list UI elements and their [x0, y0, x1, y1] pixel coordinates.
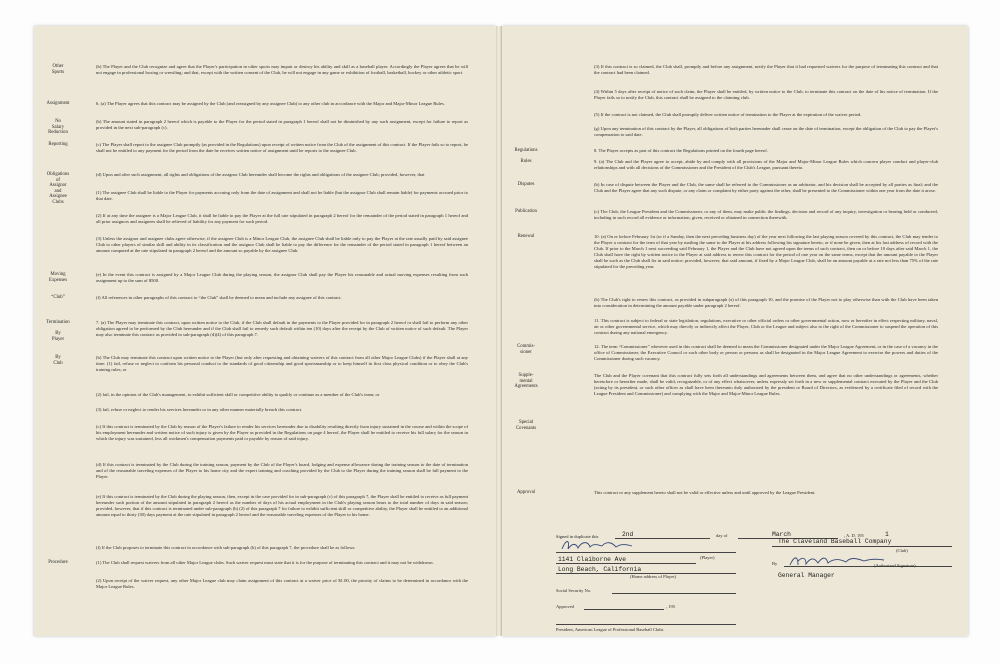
- contract-paragraph: (4) Within 5 days after receipt of notice of such claim, the Player shall be entitled, by written notice to the Club, to terminate this contract on the date of his notice of termination. If the Player fails so to notify the Club, this contract shall be assigned to the claiming club.: [594, 89, 938, 100]
- margin-label: Regulations Rules: [514, 148, 538, 165]
- signatory-title[interactable]: General Manager: [778, 572, 835, 579]
- contract-paragraph: The Club and the Player covenant that this contract fully sets forth all understandings and agreements between them, and agree that no other understandings or agreements, whether heretofore or hereafter made, shall be valid, recognizable, or of any effect whatsoever, unless expressly set forth in a new or supplemental contract executed by the Player and the Club (acting by its president, or such other officer as shall have been thereunto duly authorized by the president or Board of Directors, as evidenced by a certificate filed of record with the League President and Commissioner) and complying with the Major and Major-Minor League Rules.: [594, 373, 938, 396]
- contract-paragraph: (1) The assignee Club shall be liable to the Player for payments accruing only from the date of assignment and shall not be liable (but the assignor Club shall remain liable) for payments accrued prior to that date.: [96, 190, 468, 201]
- contract-paragraph: This contract or any supplement hereto shall not be valid or effective unless and until approved by the League President.: [594, 490, 816, 495]
- contract-paragraph: (b) The Player and the Club recognize and agree that the Player's participation in other sports may impair or destroy his ability and skill as a baseball player. Accordingly the Player agrees that he will not engage in professional boxing or wrestling; and that, except with the written consent of the Club, he will not engage in any game or exhibition of football, basketball, hockey or other athletic sport.: [96, 64, 468, 75]
- margin-label: Procedure: [48, 560, 68, 565]
- margin-label: No Salary Reduction: [48, 119, 68, 136]
- margin-label: Commis- sioner: [517, 344, 535, 355]
- contract-paragraph: (d) If this contract is terminated by the Club during the training season, payment by the Club of the Player's board, lodging and expense allowance during the training season to the date of termination and of the reasonable traveling expenses of the Player to his home city and the expert training and coaching provided by the Club to the Player during the training season shall be full payment to the Player.: [96, 462, 468, 479]
- player-caption: (Player): [700, 555, 715, 560]
- month-value[interactable]: March: [772, 531, 791, 538]
- club-caption: (Club): [896, 548, 908, 553]
- margin-label: Approval: [516, 490, 536, 495]
- address-line-2[interactable]: Long Beach, California: [558, 566, 642, 573]
- left-page: [34, 26, 496, 636]
- approved-year: , 195: [666, 604, 675, 609]
- contract-paragraph: (3) Unless the assignor and assignee clubs agree otherwise, if the assignee Club is a Minor League Club, the assignee Club shall be liable only to pay the Player at the rate usually paid by said assignee Club to other players of similar skill and ability in its classification and the assignor Club shall be liable to pay the difference for the remainder of the period stated in paragraph 1 hereof between an amount computed at the rate stipulated in paragraph 2 hereof and the amount so payable by the assignee Club.: [96, 236, 468, 253]
- margin-label: By Club: [53, 355, 63, 366]
- contract-paragraph: 8. The Player accepts as part of this contract the Regulations printed on the fourth page hereof.: [594, 148, 768, 153]
- contract-paragraph: (2) If at any time the assignee is a Major League Club, it shall be liable to pay the Player at the full rate stipulated in paragraph 2 hereof for the remainder of the period stated in paragraph 1 hereof and all prior assignors and assignees shall be relieved of liability for any payment for such period.: [96, 213, 468, 224]
- margin-label: Special Covenants: [515, 420, 537, 431]
- contract-paragraph: (f) All references in other paragraphs of this contract to “the Club” shall be deemed to mean and include any assignee of this contract.: [96, 295, 342, 300]
- player-signature: [558, 537, 658, 553]
- right-page: [502, 26, 968, 636]
- margin-label: Disputes: [517, 182, 535, 187]
- contract-paragraph: 7. (a) The Player may terminate this contract, upon written notice to the Club, if the Club shall default in the payments to the Player provided for in paragraph 2 hereof or shall fail to perform any other obligation agreed to be performed by the Club hereunder and if the Club shall fail to remedy such default within ten (10) days after the receipt by the Club of written notice of such default. The Player may also terminate this contract as provided in sub-paragraph (d)(4) of this paragraph 7.: [96, 320, 468, 337]
- contract-paragraph: (c) The Player shall report to the assignee Club promptly (as provided in the Regulations) upon receipt of written notice from the Club of the assignment of this contract. If the Player fails so to report, he shall not be entitled to any payment for the period from the date he receives written notice of assignment until he reports to the assignee Club.: [96, 142, 468, 153]
- signed-in-duplicate-text: Signed in duplicate this: [556, 534, 599, 539]
- contract-paragraph: 11. This contract is subject to federal or state legislation, regulations, executive or other official orders or other governmental action, now or hereafter in effect respecting military, naval, air or other governmental service, which may directly or indirectly affect the Player, Club or the League and subject also to the right of the Commissioner to suspend the operation of this contract during any national emergency.: [594, 318, 938, 335]
- approved-label: Approved: [556, 604, 574, 609]
- margin-label: Obligations of Assignor and Assignee Clubs: [46, 172, 70, 205]
- margin-label: Supple- mental Agreements: [514, 373, 538, 390]
- address-caption: (Home address of Player): [630, 574, 677, 579]
- margin-label: Renewal: [517, 234, 535, 239]
- contract-paragraph: (3) If this contract is so claimed, the Club shall, promptly and before any assignment, notify the Player that it had requested waivers for the purpose of terminating this contract and that the contract had been claimed.: [594, 64, 938, 75]
- contract-paragraph: (1) The Club shall request waivers from all other Major League clubs. Such waiver request must state that it is for the purpose of terminating this contract and it may not be withdrawn.: [96, 560, 434, 565]
- contract-paragraph: (b) The amount stated in paragraph 2 hereof which is payable to the Player for the period stated in paragraph 1 hereof shall not be diminished by any such assignment, except for failure to report as provided in the next sub-paragraph (c).: [96, 119, 468, 130]
- contract-paragraph: 6. (a) The Player agrees that this contract may be assigned by the Club (and reassigned by any assignee Club) to any other club in accordance with the Major and Major-Minor League Rules.: [96, 101, 445, 106]
- contract-paragraph: (e) If this contract is terminated by the Club during the playing season, then, except in the case provided for in sub-paragraph (c) of this paragraph 7, the Player shall be entitled to receive as full payment hereunder such portion of the amount stipulated in paragraph 2 hereof as the number of days of his actual employment in the Club's playing season bears to the total number of days in said season; provided, however, that if this contract is terminated under sub-paragraph (b) (2) of this paragraph 7 for failure to exhibit sufficient skill or competitive ability, the Player shall be entitled to an additional amount equal to thirty (30) days payment at the rate stipulated in paragraph 2 hereof and the reasonable traveling expenses of the Player to his home.: [96, 494, 468, 517]
- margin-label: Other Sports: [51, 64, 65, 75]
- year-prefix: , A. D. 195: [844, 533, 864, 538]
- contract-paragraph: 9. (a) The Club and the Player agree to accept, abide by and comply with all provisions of the Major and Major-Minor League Rules which concern player conduct and player-club relationships and with all decisions of the Commissioner and the President of the Club's League, pursuant thereto.: [594, 159, 938, 170]
- contract-paragraph: (b) In case of dispute between the Player and the Club, the same shall be referred to the Commissioner as an arbitrator, and his decision shall be accepted by all parties as final; and the Club and the Player agree that any such dispute, or any claim or complaint by either party against the other, shall be presented to the Commissioner within one year from the date it arose.: [594, 182, 938, 193]
- contract-paragraph: (b) The Club may terminate this contract upon written notice to the Player (but only after requesting and obtaining waivers of this contract from all other Major League Clubs) if the Player shall at any time: (1) fail, refuse or neglect to conform his personal conduct to the standards of good citizenship and good sportsmanship or to keep himself in first class physical condition or to obey the Club's training rules; or: [96, 355, 468, 372]
- contract-paragraph: (e) In the event this contract is assigned by a Major League Club during the playing season, the assignor Club shall pay the Player his reasonable and actual moving expenses resulting from such assignment up to the sum of $500.: [96, 272, 468, 283]
- margin-label: Reporting: [48, 142, 68, 147]
- day-of-text: day of: [716, 533, 728, 538]
- contract-paragraph: (f) If the Club proposes to terminate this contract in accordance with sub-paragraph (b) of this paragraph 7, the procedure shall be as follows:: [96, 545, 356, 550]
- margin-label: Assignment: [46, 101, 70, 106]
- by-label: By: [772, 561, 778, 566]
- contract-paragraph: (c) The Club, the League President and the Commissioner, or any of them, may make public the findings, decision and record of any inquiry, investigation or hearing held or conducted, including in such record all evidence or information, given, received or obtained in connection therewith.: [594, 209, 938, 220]
- authorized-caption: (Authorized Signature): [874, 563, 916, 568]
- year-value[interactable]: 1: [885, 531, 889, 538]
- margin-label: “Club”: [51, 295, 65, 300]
- day-value[interactable]: 2nd: [622, 531, 634, 538]
- margin-label: Moving Expenses: [48, 272, 68, 283]
- margin-label: Publication: [515, 209, 537, 214]
- ssn-label: Social Security No.: [556, 588, 592, 593]
- margin-label: Termination By Player: [46, 320, 70, 342]
- club-name[interactable]: The Claveland Baseball Company: [778, 538, 892, 545]
- contract-paragraph: (d) Upon and after such assignment, all rights and obligations of the assignor Club hereunder shall become the rights and obligations of the assignee Club; provided, however, that: [96, 172, 425, 177]
- contract-paragraph: (5) If the contract is not claimed, the Club shall promptly deliver written notice of termination to the Player at the expiration of the waiver period.: [594, 112, 862, 117]
- contract-paragraph: 12. The term “Commissioner” wherever used in this contract shall be deemed to mean the Commissioner designated under the Major League Agreement, or in the case of a vacancy in the office of Commissioner, the Executive Council or such other body or person or persons as shall be designated in the Major League Agreement to exercise the powers and duties of the Commissioner during such vacancy.: [594, 344, 938, 361]
- president-caption: President, American League of Professional Baseball Clubs: [556, 627, 664, 632]
- address-line-1[interactable]: 1141 Claiborne Ave: [558, 556, 627, 563]
- contract-paragraph: (g) Upon any termination of this contract by the Player, all obligations of both parties hereunder shall cease on the date of termination, except the obligation of the Club to pay the Player's compensation to said date.: [594, 126, 938, 137]
- contract-paragraph: (b) The Club's right to renew this contract, as provided in subparagraph (a) of this paragraph 10, and the promise of the Player not to play otherwise than with the Club have been taken into consideration in determining the amount payable under paragraph 2 hereof.: [594, 297, 938, 308]
- contract-paragraph: (2) Upon receipt of the waiver request, any other Major League club may claim assignment of this contract at a waiver price of $1.00, the priority of claims to be determined in accordance with the Major League Rules.: [96, 578, 468, 589]
- contract-paragraph: (2) fail, in the opinion of the Club's management, to exhibit sufficient skill or competitive ability to qualify or continue as a member of the Club's team; or: [96, 392, 380, 397]
- contract-paragraph: 10. (a) On or before February 1st (or if a Sunday, then the next preceding business day) of the year next following the last playing season covered by this contract, the Club may tender to the Player a contract for the term of that year by mailing the same to the Player at his address following his signature hereto, or if none be given, then at his last address of record with the Club. If prior to the March 1 next succeeding said February 1, the Player and the Club have not agreed upon the terms of such contract, then on or before 10 days after said March 1, the Club shall have the right by written notice to the Player at said address to renew this contract for the period of one year on the same terms, except that the amount payable to the Player shall be such as the Club shall fix in said notice; provided, however, that said amount, if fixed by a Major League Club, shall be an amount payable at a rate not less than 75% of the rate stipulated for the preceding year.: [594, 234, 938, 269]
- contract-paragraph: (3) fail, refuse or neglect to render his services hereunder or in any other manner materially breach this contract.: [96, 407, 303, 412]
- contract-paragraph: (c) If this contract is terminated by the Club by reason of the Player's failure to render his services hereunder due to disability resulting directly from injury sustained in the course and within the scope of his employment hereunder and written notice of such injury is given by the Player as provided in the Regulations on page 4 hereof, the Player shall be entitled to receive his full salary for the season in which the injury was sustained, less all workmen's compensation payments paid or payable by reason of said injury.: [96, 424, 468, 441]
